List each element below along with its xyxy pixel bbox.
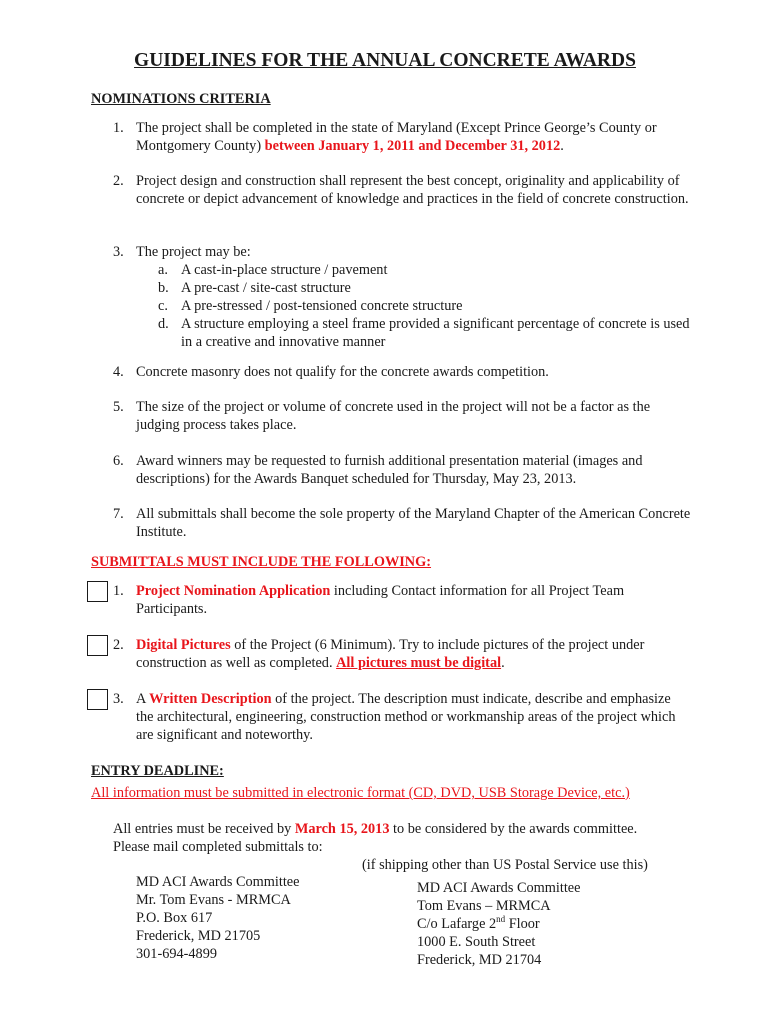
submittal-number: 3. bbox=[113, 691, 124, 707]
criteria-number: 2. bbox=[113, 173, 124, 189]
submittal-number: 2. bbox=[113, 637, 124, 653]
mail-address-line-2: Mr. Tom Evans - MRMCA bbox=[136, 892, 291, 908]
deadline-line-2: Please mail completed submittals to: bbox=[113, 839, 323, 855]
nominations-heading: NOMINATIONS CRITERIA bbox=[91, 91, 271, 107]
submittal-checkbox-3[interactable] bbox=[87, 689, 108, 710]
deadline-text: to be considered by the awards committee. bbox=[389, 821, 638, 837]
mail-phone: 301-694-4899 bbox=[136, 946, 218, 962]
submittal-text: of the project. The description must indicate, describe and emphasize the architectural, engineering, construction method or workmanship areas of the project which are significant and noteworthy. bbox=[136, 691, 676, 743]
submittals-heading: SUBMITTALS MUST INCLUDE THE FOLLOWING: bbox=[91, 554, 432, 570]
submittal-item-2 bbox=[136, 636, 686, 672]
mail-address-line-3: P.O. Box 617 bbox=[136, 910, 213, 926]
ship-address-line-2: Tom Evans – MRMCA bbox=[417, 898, 551, 914]
sub-item-a: A cast-in-place structure / pavement bbox=[181, 262, 388, 278]
submittal-prefix: A bbox=[136, 691, 150, 707]
sub-letter: c. bbox=[158, 298, 168, 314]
mail-address-line-4: Frederick, MD 21705 bbox=[136, 928, 261, 944]
criteria-number: 4. bbox=[113, 364, 124, 380]
criteria-end: . bbox=[560, 138, 564, 154]
sub-letter: a. bbox=[158, 262, 168, 278]
criteria-number: 6. bbox=[113, 453, 124, 469]
submittal-highlight: Project Nomination Application bbox=[136, 583, 331, 599]
submittal-checkbox-1[interactable] bbox=[87, 581, 108, 602]
deadline-heading: ENTRY DEADLINE: bbox=[91, 763, 224, 779]
submittal-item-3 bbox=[136, 690, 686, 744]
ship-address-superscript: nd bbox=[496, 914, 506, 925]
ship-address-line-1: MD ACI Awards Committee bbox=[417, 880, 581, 896]
mail-address-line-1: MD ACI Awards Committee bbox=[136, 874, 300, 890]
shipping-note: (if shipping other than US Postal Service use this) bbox=[362, 857, 648, 873]
deadline-text: All entries must be received by bbox=[113, 821, 295, 837]
criteria-number: 1. bbox=[113, 120, 124, 136]
criteria-item-1 bbox=[136, 119, 696, 155]
submittal-number: 1. bbox=[113, 583, 124, 599]
submittal-end: . bbox=[501, 655, 505, 671]
criteria-item-5: The size of the project or volume of concrete used in the project will not be a factor as the judging process takes place. bbox=[136, 399, 651, 433]
submittal-checkbox-2[interactable] bbox=[87, 635, 108, 656]
ship-address-line-5: Frederick, MD 21704 bbox=[417, 952, 542, 968]
submittal-text: including Contact information for all Project Team Participants. bbox=[136, 583, 625, 617]
submittal-highlight: Digital Pictures bbox=[136, 637, 231, 653]
criteria-number: 3. bbox=[113, 244, 124, 260]
criteria-number: 5. bbox=[113, 399, 124, 415]
submittal-highlight: Written Description bbox=[149, 691, 272, 707]
sub-item-b: A pre-cast / site-cast structure bbox=[181, 280, 351, 296]
criteria-text: The project shall be completed in the state of Maryland (Except Prince George’s County or Montgomery County) bbox=[136, 120, 657, 154]
deadline-line-1 bbox=[113, 820, 713, 838]
criteria-item-3: The project may be: bbox=[136, 244, 251, 260]
page-title: GUIDELINES FOR THE ANNUAL CONCRETE AWARDS bbox=[134, 50, 636, 71]
criteria-item-4: Concrete masonry does not qualify for the concrete awards competition. bbox=[136, 364, 549, 380]
submittal-emphasis: All pictures must be digital bbox=[336, 655, 502, 671]
criteria-date-range: between January 1, 2011 and December 31, 2012 bbox=[264, 138, 561, 154]
submittal-item-1 bbox=[136, 582, 686, 618]
criteria-item-2: Project design and construction shall represent the best concept, originality and applicability of concrete or depict advancement of knowledge and practices in the field of concrete construction. bbox=[136, 173, 689, 207]
sub-item-c: A pre-stressed / post-tensioned concrete structure bbox=[181, 298, 463, 314]
sub-letter: b. bbox=[158, 280, 169, 296]
ship-address-text: Floor bbox=[505, 916, 540, 932]
criteria-item-7: All submittals shall become the sole property of the Maryland Chapter of the American Concrete Institute. bbox=[136, 506, 691, 540]
ship-address-line-4: 1000 E. South Street bbox=[417, 934, 536, 950]
criteria-number: 7. bbox=[113, 506, 124, 522]
ship-address-text: C/o Lafarge 2 bbox=[417, 916, 497, 932]
submittal-text: of the Project (6 Minimum). Try to include pictures of the project under construction as well as completed. bbox=[136, 637, 645, 671]
ship-address-line-3 bbox=[417, 915, 540, 933]
criteria-item-6: Award winners may be requested to furnish additional presentation material (images and descriptions) for the Awards Banquet scheduled for Thursday, May 23, 2013. bbox=[136, 453, 643, 487]
sub-letter: d. bbox=[158, 316, 169, 332]
sub-item-d: A structure employing a steel frame provided a significant percentage of concrete is used in a creative and innovative manner bbox=[181, 316, 690, 350]
deadline-notice: All information must be submitted in electronic format (CD, DVD, USB Storage Device, etc.) bbox=[91, 785, 630, 801]
deadline-date: March 15, 2013 bbox=[294, 821, 390, 837]
